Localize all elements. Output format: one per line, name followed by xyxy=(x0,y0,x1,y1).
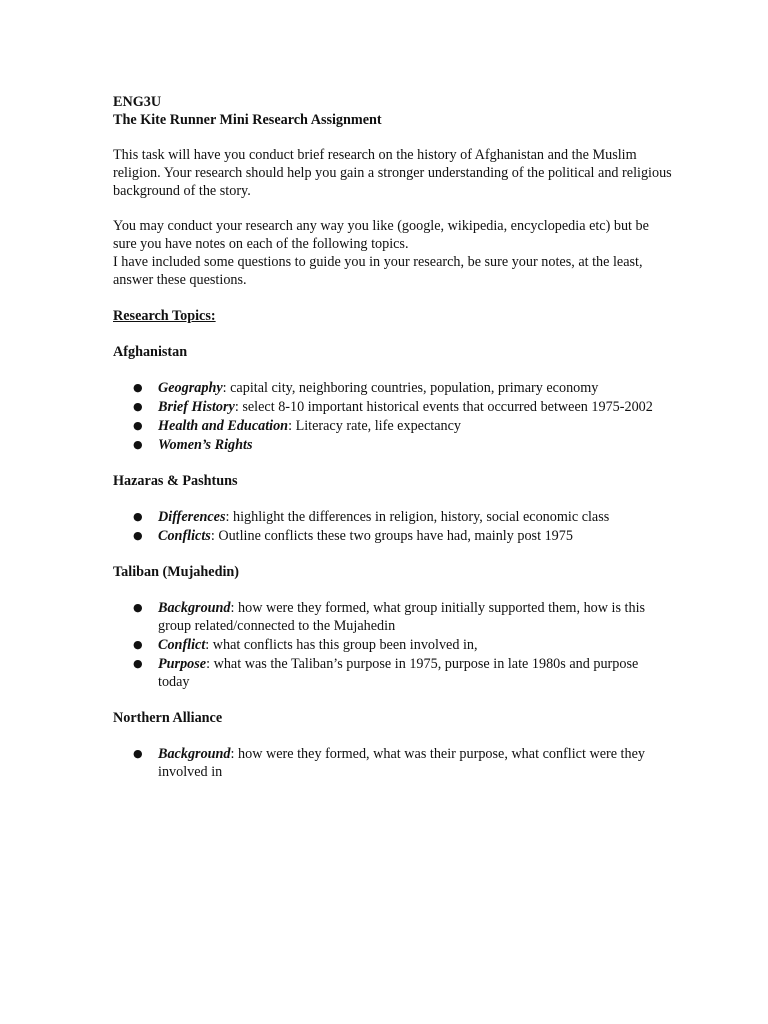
bullet-icon: ● xyxy=(133,657,143,670)
bullet-icon: ● xyxy=(133,438,143,451)
research-topics-heading: Research Topics: xyxy=(113,308,216,324)
topic-description: : highlight the differences in religion, history, social economic class xyxy=(225,509,610,525)
hazaras-pashtuns-topic-list xyxy=(113,508,673,545)
topic-term: Geography xyxy=(158,380,223,396)
topic-description: : capital city, neighboring countries, population, primary economy xyxy=(222,380,599,396)
topic-description: : what conflicts has this group been involved in, xyxy=(205,637,478,653)
list-item xyxy=(113,508,673,526)
topic-description: : select 8-10 important historical events that occurred between 1975-2002 xyxy=(234,399,653,415)
section-heading-northern-alliance: Northern Alliance xyxy=(113,710,223,726)
bullet-icon: ● xyxy=(133,510,143,523)
list-item xyxy=(113,527,673,545)
bullet-icon: ● xyxy=(133,419,143,432)
taliban-topic-list xyxy=(113,599,673,691)
topic-description: : what was the Taliban’s purpose in 1975, purpose in late 1980s and purpose today xyxy=(158,656,639,690)
section-heading-taliban: Taliban (Mujahedin) xyxy=(113,564,240,580)
topic-term: Health and Education xyxy=(158,418,289,434)
list-item xyxy=(113,398,673,416)
topic-term: Brief History xyxy=(158,399,235,415)
bullet-icon: ● xyxy=(133,601,143,614)
topic-description: : how were they formed, what group initially supported them, how is this group related/connected to the Mujahedin xyxy=(158,600,646,634)
topic-term: Conflicts xyxy=(158,528,211,544)
list-item xyxy=(113,379,673,397)
topic-term: Women’s Rights xyxy=(158,437,253,453)
topic-term: Differences xyxy=(158,509,226,525)
topic-description: : how were they formed, what was their purpose, what conflict were they involved in xyxy=(158,746,645,780)
list-item xyxy=(113,655,673,691)
topic-term: Purpose xyxy=(158,656,207,672)
document-title: The Kite Runner Mini Research Assignment xyxy=(113,112,382,128)
list-item xyxy=(113,636,673,654)
section-heading-hazaras-pashtuns: Hazaras & Pashtuns xyxy=(113,473,238,489)
topic-term: Background xyxy=(158,746,231,762)
intro-paragraph: This task will have you conduct brief research on the history of Afghanistan and the Muslim religion. Your research should help you gain a stronger understanding of the political and religious background of the story. xyxy=(113,147,672,199)
bullet-icon: ● xyxy=(133,381,143,394)
topic-term: Conflict xyxy=(158,637,206,653)
list-item xyxy=(113,417,673,435)
list-item xyxy=(113,436,673,454)
list-item xyxy=(113,599,673,635)
document-page xyxy=(113,93,673,782)
bullet-icon: ● xyxy=(133,400,143,413)
bullet-icon: ● xyxy=(133,747,143,760)
section-heading-afghanistan: Afghanistan xyxy=(113,344,188,360)
course-code: ENG3U xyxy=(113,94,162,110)
instructions-paragraph: You may conduct your research any way you like (google, wikipedia, encyclopedia etc) but be sure you have notes on each of the following topics. xyxy=(113,218,649,252)
bullet-icon: ● xyxy=(133,638,143,651)
bullet-icon: ● xyxy=(133,529,143,542)
northern-alliance-topic-list xyxy=(113,745,673,781)
topic-description: : Outline conflicts these two groups have had, mainly post 1975 xyxy=(210,528,573,544)
afghanistan-topic-list xyxy=(113,379,673,454)
list-item xyxy=(113,745,673,781)
guidance-paragraph: I have included some questions to guide you in your research, be sure your notes, at the least, answer these questions. xyxy=(113,254,643,288)
topic-description: : Literacy rate, life expectancy xyxy=(288,418,461,434)
topic-term: Background xyxy=(158,600,231,616)
